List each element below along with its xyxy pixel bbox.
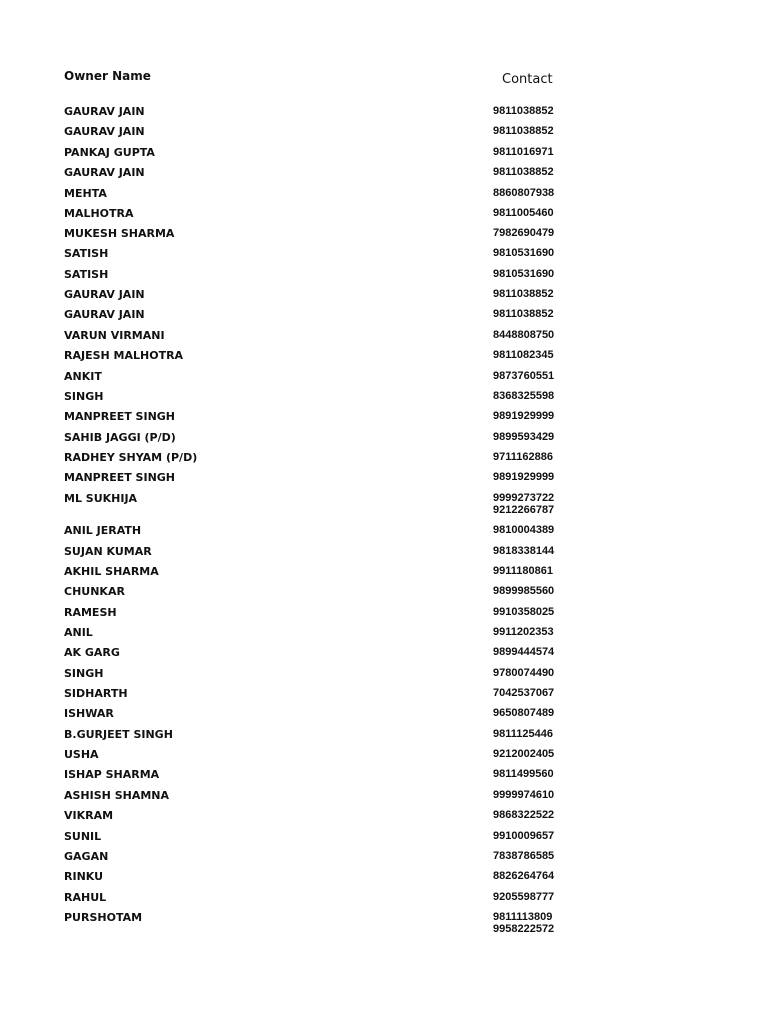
contact-number: 9868322522 [493,809,555,821]
list-item [0,728,768,746]
contact-number: 8826264764 [493,870,555,882]
owner-name-header: Owner Name [64,69,151,83]
list-item [0,125,768,143]
contact-number: 9891929999 [493,410,555,422]
owner-name: SATISH [64,268,109,281]
owner-name: B.GURJEET SINGH [64,728,173,741]
contact-number: 9810531690 [493,268,555,280]
contact-number: 9873760551 [493,370,555,382]
contact-number: 9999974610 [493,789,555,801]
contact-number: 9899985560 [493,585,555,597]
contact-number: 9910009657 [493,830,555,842]
list-item [0,451,768,469]
owner-name: SINGH [64,390,104,403]
list-item [0,687,768,705]
owner-name: SIDHARTH [64,687,128,700]
contact-number: 9811082345 [493,349,554,361]
owner-name: GAURAV JAIN [64,125,145,138]
contact-number: 9910358025 [493,606,555,618]
owner-name: GAURAV JAIN [64,166,145,179]
owner-name: SUJAN KUMAR [64,545,152,558]
contact-number: 9958222572 [493,923,555,935]
list-item [0,626,768,644]
contact-number: 9811005460 [493,207,554,219]
list-item [0,431,768,449]
contact-number: 9818338144 [493,545,555,557]
contact-number: 9911180861 [493,565,553,577]
list-item [0,187,768,205]
contact-number: 9811038852 [493,105,554,117]
contact-number: 9810004389 [493,524,555,536]
contact-header: Contact [502,72,553,87]
list-item [0,105,768,123]
contact-number: 9811499560 [493,768,554,780]
list-item [0,830,768,848]
list-item [0,667,768,685]
list-item [0,870,768,888]
owner-name: GAURAV JAIN [64,308,145,321]
contact-number: 9811016971 [493,146,554,158]
owner-name: MUKESH SHARMA [64,227,175,240]
list-item [0,268,768,286]
list-item [0,471,768,489]
list-item [0,166,768,184]
owner-name: VIKRAM [64,809,114,822]
contact-number: 9911202353 [493,626,554,638]
contact-number: 9891929999 [493,471,555,483]
owner-name: GAURAV JAIN [64,288,145,301]
contact-number: 9780074490 [493,667,555,679]
list-item [0,308,768,326]
list-item [0,288,768,306]
list-item [0,492,768,516]
owner-name: AK GARG [64,646,120,659]
owner-name: MANPREET SINGH [64,471,176,484]
contact-number: 9811038852 [493,288,554,300]
list-item [0,748,768,766]
contact-number: 9650807489 [493,707,555,719]
owner-name: ANIL [64,626,93,639]
owner-name: RINKU [64,870,104,883]
owner-name: RAHUL [64,891,107,904]
owner-name: RAJESH MALHOTRA [64,349,184,362]
contact-number: 7042537067 [493,687,555,699]
owner-name: GAURAV JAIN [64,105,145,118]
owner-name: ASHISH SHAMNA [64,789,169,802]
owner-name: PURSHOTAM [64,911,143,924]
list-item [0,809,768,827]
owner-name: ISHWAR [64,707,114,720]
list-item [0,146,768,164]
contact-number: 9205598777 [493,891,555,903]
list-item [0,911,768,935]
contact-number: 8448808750 [493,329,555,341]
list-item [0,545,768,563]
owner-name: SINGH [64,667,104,680]
contact-number: 9212002405 [493,748,555,760]
list-item [0,646,768,664]
list-item [0,329,768,347]
owner-name: SUNIL [64,830,102,843]
contact-number: 9212266787 [493,504,555,516]
list-item [0,585,768,603]
list-item [0,606,768,624]
list-item [0,410,768,428]
owner-name: MANPREET SINGH [64,410,176,423]
owner-name: VARUN VIRMANI [64,329,165,342]
contact-number: 9810531690 [493,247,555,259]
list-item [0,247,768,265]
contact-number: 9811125446 [493,728,553,740]
list-item [0,207,768,225]
owner-name: ANIL JERATH [64,524,142,537]
owner-name: MALHOTRA [64,207,134,220]
list-item [0,768,768,786]
contact-number: 9711162886 [493,451,553,463]
contact-number: 7838786585 [493,850,555,862]
list-item [0,524,768,542]
list-item [0,227,768,245]
owner-name: USHA [64,748,99,761]
contact-number: 7982690479 [493,227,555,239]
owner-name: AKHIL SHARMA [64,565,159,578]
contact-number: 8860807938 [493,187,555,199]
contact-number: 9811038852 [493,166,554,178]
owner-name: ANKIT [64,370,102,383]
list-item [0,891,768,909]
contact-number: 9811038852 [493,308,554,320]
owner-name: RAMESH [64,606,117,619]
contact-number: 9899593429 [493,431,555,443]
contact-number: 9811113809 [493,911,553,923]
owner-name: SAHIB JAGGI (P/D) [64,431,176,444]
contact-number: 8368325598 [493,390,555,402]
list-item [0,349,768,367]
list-item [0,565,768,583]
owner-name: ML SUKHIJA [64,492,138,505]
owner-name: GAGAN [64,850,109,863]
owner-name: CHUNKAR [64,585,125,598]
owner-name: RADHEY SHYAM (P/D) [64,451,198,464]
owner-name: PANKAJ GUPTA [64,146,155,159]
list-item [0,789,768,807]
owner-name: MEHTA [64,187,107,200]
list-item [0,707,768,725]
contact-number: 9999273722 [493,492,555,504]
contact-number: 9811038852 [493,125,554,137]
list-item [0,850,768,868]
contact-number: 9899444574 [493,646,555,658]
owner-name: SATISH [64,247,109,260]
owner-name: ISHAP SHARMA [64,768,160,781]
list-item [0,370,768,388]
list-item [0,390,768,408]
